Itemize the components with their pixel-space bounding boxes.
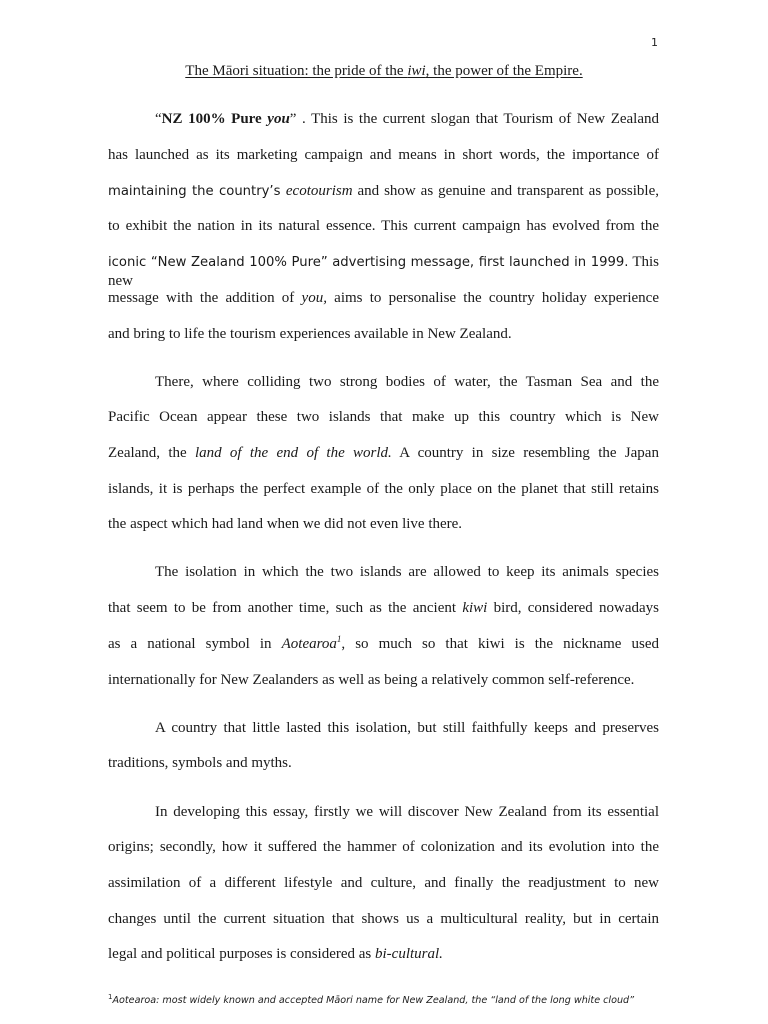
p1-line-1-rest: . This is the current slogan that Tourism of New Zealand <box>302 111 659 127</box>
land-end-of-world: land of the end of the world. <box>194 445 392 461</box>
open-quote: “ <box>155 111 162 127</box>
p5-line-1: In developing this essay, firstly we will discover New Zealand from its essential <box>155 804 659 820</box>
page-number: 1 <box>651 36 658 49</box>
title-iwi: iwi <box>407 63 426 79</box>
footnote-reference[interactable]: 1 <box>336 634 342 644</box>
p1-line-6-end: aims to personalise the country holiday experience <box>334 290 660 306</box>
footnote <box>108 995 634 1006</box>
p3-line-2-end: bird, considered nowadays <box>493 600 660 616</box>
p2-line-2: Pacific Ocean appear these two islands that make up this country which is New <box>108 409 659 425</box>
p5-line-2: origins; secondly, how it suffered the hammer of colonization and its evolution into the <box>108 839 659 855</box>
footnote-text: Aotearoa: most widely known and accepted Māori name for New Zealand, the “land of the long white cloud” <box>112 995 635 1006</box>
p1-line-6 <box>108 289 659 307</box>
p1-line-6-start: message with the addition of <box>108 290 302 306</box>
p2-line-3 <box>108 444 659 462</box>
p3-line-3-start: as a national symbol in <box>108 636 282 652</box>
p3-line-1: The isolation in which the two islands are allowed to keep its animals species <box>155 564 659 580</box>
p1-line-5-serif: This new <box>108 254 660 289</box>
p5-line-4: changes until the current situation that shows us a multicultural reality, but in certain <box>108 911 659 927</box>
kiwi-term: kiwi <box>462 600 488 616</box>
p1-line-3-start: maintaining the country’s <box>108 184 286 199</box>
p1-line-3-end: and show as genuine and transparent as possible, <box>357 183 659 199</box>
p2-line-5: the aspect which had land when we did not even live there. <box>108 516 463 532</box>
p1-line-1 <box>155 110 659 128</box>
p5-line-5 <box>108 945 659 963</box>
title-text-start: The Māori situation: the pride of the <box>185 63 408 79</box>
slogan-bold: NZ 100% Pure <box>161 111 268 127</box>
title-text-end: , the power of the Empire. <box>425 63 583 79</box>
page-title <box>0 63 768 80</box>
p3-line-3 <box>108 635 659 653</box>
p4-line-1: A country that little lasted this isolation, but still faithfully keeps and preserves <box>155 720 659 736</box>
p1-line-4: to exhibit the nation in its natural essence. This current campaign has evolved from the <box>108 218 659 234</box>
close-quote: ” <box>289 111 297 127</box>
p3-line-3-end-a: , so much so that kiwi is the nickname used <box>341 636 660 652</box>
aotearoa-term: Aotearoa <box>281 636 337 652</box>
p2-line-1: There, where colliding two strong bodies of water, the Tasman Sea and the <box>155 374 659 390</box>
p1-line-5-sans: iconic “New Zealand 100% Pure” advertising message, first launched in 1999. <box>108 255 629 270</box>
p2-line-3-start: Zealand, the <box>108 445 195 461</box>
p5-line-5-start: legal and political purposes is considered as <box>108 946 376 962</box>
p1-line-2: has launched as its marketing campaign and means in short words, the importance of <box>108 147 659 163</box>
footnote-marker: 1 <box>108 993 113 1001</box>
p1-line-5 <box>108 253 659 290</box>
bi-cultural-term: bi-cultural. <box>375 946 443 962</box>
p3-line-2 <box>108 599 659 617</box>
p3-line-4: internationally for New Zealanders as well as being a relatively common self-reference. <box>108 672 635 688</box>
p1-line-7: and bring to life the tourism experiences available in New Zealand. <box>108 326 512 342</box>
p5-line-3: assimilation of a different lifestyle and culture, and finally the readjustment to new <box>108 875 659 891</box>
you-term: you, <box>301 290 327 306</box>
p2-line-4: islands, it is perhaps the perfect example of the only place on the planet that still retains <box>108 481 659 497</box>
slogan-you: you <box>267 111 290 127</box>
p3-line-2-start: that seem to be from another time, such as the ancient <box>108 600 463 616</box>
p4-line-2: traditions, symbols and myths. <box>108 755 292 771</box>
ecotourism-term: ecotourism <box>285 183 353 199</box>
p1-line-3 <box>108 182 659 201</box>
p2-line-3-end: A country in size resembling the Japan <box>399 445 659 461</box>
